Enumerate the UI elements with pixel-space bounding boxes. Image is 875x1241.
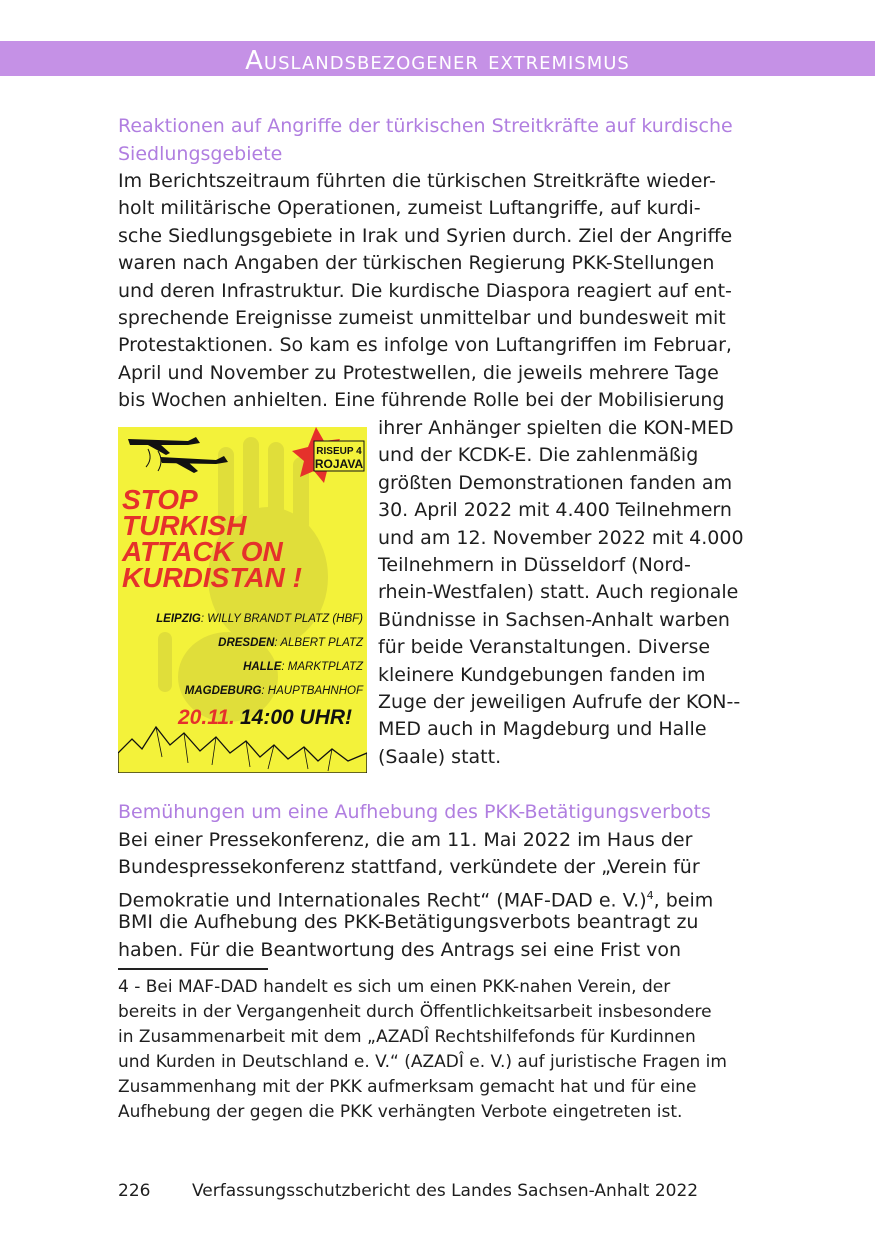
section-heading-pkk-verbot: Bemühungen um eine Aufhebung des PKK-Betätigungsverbots <box>118 801 711 823</box>
footnote-divider <box>118 968 268 970</box>
text-line: Bei einer Pressekonferenz, die am 11. Mai 2022 im Haus der <box>118 829 693 851</box>
text-line <box>118 882 763 912</box>
text-line: Im Berichtszeitraum führten die türkischen Streitkräfte wieder- <box>118 170 716 192</box>
text-line: kleinere Kundgebungen fanden im <box>378 663 706 686</box>
text-line: Bundespressekonferenz stattfand, verkündete der „Verein für <box>118 856 700 879</box>
section1-body <box>118 168 763 415</box>
svg-text:DRESDEN: ALBERT PLATZ <box>218 637 364 649</box>
footnote-line: und Kurden in Deutschland e. V.“ (AZADÎ e. V.) auf juristische Fragen im <box>118 1052 727 1072</box>
section-heading-reaktionen <box>118 113 763 168</box>
text-line: waren nach Angaben der türkischen Regierung PKK-Stellungen <box>118 252 715 275</box>
footnote-line: Zusammenhang mit der PKK aufmerksam gemacht hat und für eine <box>118 1077 697 1097</box>
text-line: haben. Für die Beantwortung des Antrags sei eine Frist von <box>118 938 682 961</box>
text-line: 30. April 2022 mit 4.400 Teilnehmern <box>378 499 732 522</box>
page-number: 226 <box>118 1181 151 1201</box>
text-line: Zuge der jeweiligen Aufrufe der KON-- <box>378 690 741 713</box>
footnote-line: bereits in der Vergangenheit durch Öffentlichkeitsarbeit insbesondere <box>118 1002 712 1022</box>
poster-location-city: DRESDEN <box>218 637 275 649</box>
section2-body <box>118 827 763 964</box>
page-header-title: Auslandsbezogener extremismus <box>245 46 630 76</box>
poster-location-place: : WILLY BRANDT PLATZ (HBF) <box>200 613 363 625</box>
text-line: Teilnehmern in Düsseldorf (Nord- <box>378 553 691 576</box>
svg-text:HALLE: MARKTPLATZ <box>243 661 364 673</box>
text-line: sprechende Ereignisse zumeist unmittelbar und bundesweit mit <box>118 306 726 329</box>
text-line: ihrer Anhänger spielten die KON-MED <box>378 417 734 439</box>
poster-location-city: LEIPZIG <box>156 613 201 625</box>
text-line: und der KCDK-E. Die zahlenmäßig <box>378 444 699 467</box>
text-line: April und November zu Protestwellen, die jeweils mehrere Tage <box>118 361 719 384</box>
text-line: rhein-Westfalen) statt. Auch regionale <box>378 581 739 604</box>
footnote <box>118 975 778 1125</box>
footnote-line: 4 - Bei MAF-DAD handelt es sich um einen PKK-nahen Verein, der <box>118 977 671 997</box>
text-fragment: , beim <box>653 889 714 912</box>
text-line: MED auch in Magdeburg und Halle <box>378 718 707 741</box>
text-line: (Saale) statt. <box>378 745 502 768</box>
poster-badge-line2: ROJAVA <box>314 457 364 471</box>
poster-location-city: HALLE <box>243 661 282 673</box>
text-line: holt militärische Operationen, zumeist Luftangriffe, auf kurdi- <box>118 197 701 220</box>
svg-text:MAGDEBURG: HAUPTBAHNHOF <box>185 685 364 697</box>
poster-slogan-line: STOP <box>122 484 198 515</box>
heading-line: Siedlungsgebiete <box>118 142 283 165</box>
poster-badge-line1: RISEUP 4 <box>316 446 362 457</box>
footnote-line: Aufhebung der gegen die PKK verhängten Verbote eingetreten ist. <box>118 1102 683 1122</box>
publication-title: Verfassungsschutzbericht des Landes Sachsen-Anhalt 2022 <box>192 1181 699 1201</box>
poster-slogan-line: KURDISTAN ! <box>122 562 302 593</box>
poster-slogan-line: ATTACK ON <box>122 536 283 567</box>
text-line: für beide Veranstaltungen. Diverse <box>378 636 711 659</box>
poster-date: 20.11. <box>178 706 235 729</box>
text-line: Protestaktionen. So kam es infolge von Luftangriffen im Februar, <box>118 334 732 357</box>
page-footer <box>118 1181 698 1201</box>
protest-poster-image <box>118 427 367 773</box>
text-line: bis Wochen anhielten. Eine führende Rolle bei der Mobilisierung <box>118 389 725 412</box>
text-line: BMI die Aufhebung des PKK-Betätigungsverbots beantragt zu <box>118 911 699 934</box>
poster-time: 14:00 UHR! <box>240 706 353 729</box>
text-line: sche Siedlungsgebiete in Irak und Syrien durch. Ziel der Angriffe <box>118 224 733 247</box>
heading-line: Reaktionen auf Angriffe der türkischen Streitkräfte auf kurdische <box>118 115 733 137</box>
poster-location-place: : ALBERT PLATZ <box>274 637 363 649</box>
footnote-reference[interactable]: 4 <box>646 888 654 902</box>
poster-slogan-line: TURKISH <box>122 510 247 541</box>
text-fragment: Demokratie und Internationales Recht“ (MAF-DAD e. V.) <box>118 889 647 912</box>
poster-location-place: : MARKTPLATZ <box>281 661 363 673</box>
section1-wrapped-text <box>378 415 768 771</box>
text-line: und am 12. November 2022 mit 4.000 <box>378 526 744 549</box>
svg-text:LEIPZIG: WILLY BRANDT PLATZ (H <box>156 613 363 625</box>
text-line: Bündnisse in Sachsen-Anhalt warben <box>378 608 730 631</box>
poster-location-city: MAGDEBURG <box>184 685 262 697</box>
poster-location-place: : HAUPTBAHNHOF <box>261 685 363 697</box>
text-line: und deren Infrastruktur. Die kurdische Diaspora reagiert auf ent- <box>118 279 732 302</box>
footnote-line: in Zusammenarbeit mit dem „AZADÎ Rechtshilfefonds für Kurdinnen <box>118 1027 696 1047</box>
text-line: größten Demonstrationen fanden am <box>378 471 733 494</box>
